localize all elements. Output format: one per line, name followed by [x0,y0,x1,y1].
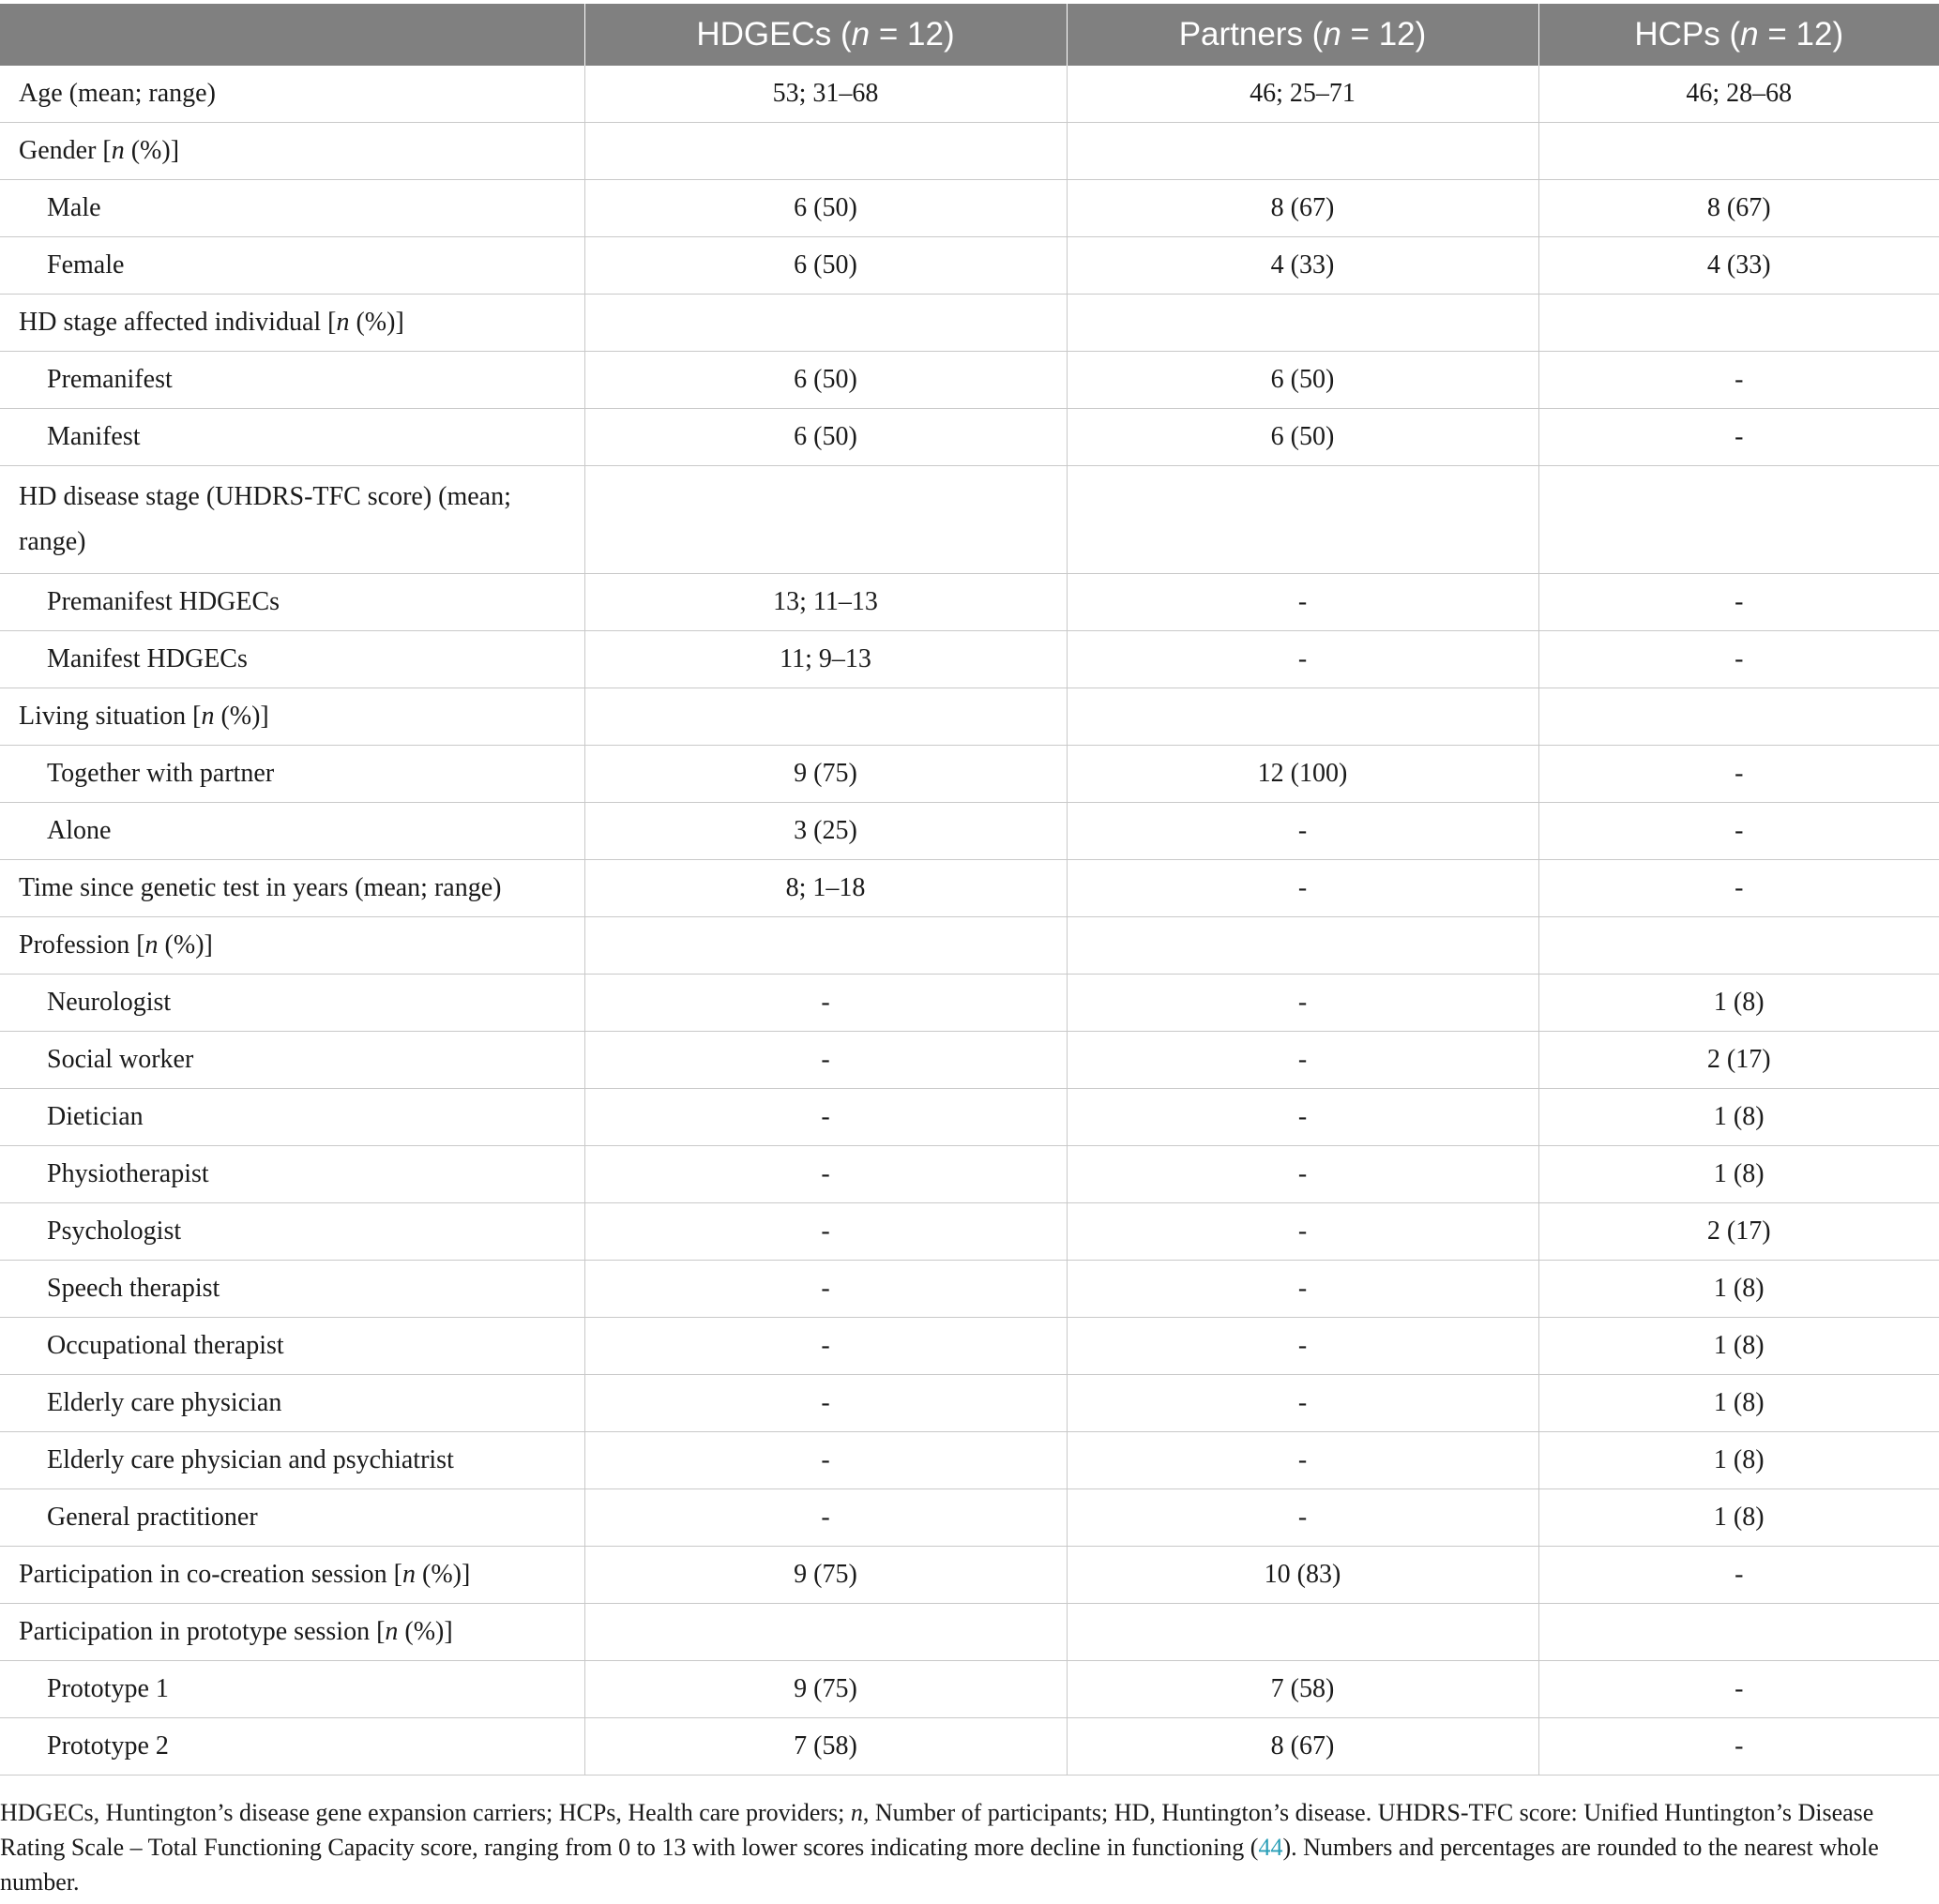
cell-hcps: - [1538,860,1939,917]
cell-partners: - [1067,803,1538,860]
cell-partners: 8 (67) [1067,180,1538,237]
cell-partners: 6 (50) [1067,352,1538,409]
cell-hdgecs: 13; 11–13 [584,574,1067,631]
cell-hcps: - [1538,574,1939,631]
table-row [0,917,1939,975]
row-label: Profession [n (%)] [0,917,584,975]
cell-hcps: 8 (67) [1538,180,1939,237]
row-label: Time since genetic test in years (mean; range) [0,860,584,917]
cell-hdgecs [584,295,1067,352]
row-label: Together with partner [0,746,584,803]
cell-partners: 4 (33) [1067,237,1538,295]
cell-hdgecs: - [584,1432,1067,1489]
cell-hcps: 2 (17) [1538,1032,1939,1089]
cell-hcps [1538,917,1939,975]
cell-partners [1067,1604,1538,1661]
cell-partners [1067,295,1538,352]
row-label: Female [0,237,584,295]
cell-hdgecs: 11; 9–13 [584,631,1067,688]
table-row [0,123,1939,180]
table-row [0,1146,1939,1203]
table-row [0,574,1939,631]
row-label: Gender [n (%)] [0,123,584,180]
cell-partners: - [1067,1089,1538,1146]
cell-partners: 12 (100) [1067,746,1538,803]
table-row [0,1718,1939,1776]
row-label: Speech therapist [0,1261,584,1318]
row-label: Occupational therapist [0,1318,584,1375]
table-row [0,1089,1939,1146]
cell-hcps: 1 (8) [1538,1432,1939,1489]
cell-hcps: 1 (8) [1538,1489,1939,1547]
cell-hdgecs: 7 (58) [584,1718,1067,1776]
cell-hdgecs: - [584,1089,1067,1146]
table-row [0,409,1939,466]
cell-partners: - [1067,1375,1538,1432]
row-label: Living situation [n (%)] [0,688,584,746]
cell-hcps: 1 (8) [1538,1261,1939,1318]
row-label: Participation in co-creation session [n (%)] [0,1547,584,1604]
table-row [0,466,1939,574]
row-label: Male [0,180,584,237]
row-label: Alone [0,803,584,860]
table-row [0,1432,1939,1489]
header-hdgecs: HDGECs (n = 12) [584,4,1067,66]
cell-hcps: - [1538,1661,1939,1718]
cell-hcps: 2 (17) [1538,1203,1939,1261]
cell-partners [1067,466,1538,574]
table-row [0,631,1939,688]
table-row [0,975,1939,1032]
cell-hdgecs: - [584,1032,1067,1089]
cell-hcps: - [1538,746,1939,803]
cell-partners: - [1067,1146,1538,1203]
cell-hdgecs: - [584,975,1067,1032]
cell-partners: - [1067,1203,1538,1261]
table-row [0,352,1939,409]
cell-partners: 10 (83) [1067,1547,1538,1604]
cell-partners [1067,917,1538,975]
table-row [0,1547,1939,1604]
table-body [0,66,1939,1776]
row-label: Prototype 1 [0,1661,584,1718]
cell-hcps: - [1538,1547,1939,1604]
cell-partners: - [1067,631,1538,688]
cell-partners: 7 (58) [1067,1661,1538,1718]
header-empty-cell [0,4,584,66]
table-header-row [0,4,1939,66]
table-row [0,1489,1939,1547]
row-label: Manifest [0,409,584,466]
row-label: General practitioner [0,1489,584,1547]
cell-hcps: 4 (33) [1538,237,1939,295]
cell-hcps: 1 (8) [1538,1146,1939,1203]
cell-hcps: 1 (8) [1538,1318,1939,1375]
cell-hdgecs: 3 (25) [584,803,1067,860]
cell-hcps [1538,123,1939,180]
cell-partners [1067,123,1538,180]
cell-hdgecs: 9 (75) [584,746,1067,803]
cell-hcps: - [1538,631,1939,688]
cell-partners: 46; 25–71 [1067,66,1538,123]
cell-partners: - [1067,1261,1538,1318]
cell-hdgecs: - [584,1318,1067,1375]
cell-hcps: - [1538,409,1939,466]
row-label: HD stage affected individual [n (%)] [0,295,584,352]
table-row [0,803,1939,860]
cell-hcps [1538,295,1939,352]
table-footnote: HDGECs, Huntington’s disease gene expansion carriers; HCPs, Health care providers; n, Number of participants; HD, Huntington’s disease. UHDRS-TFC score: Unified Huntington’s Disease Rating Scale – Total Functioning Capacity score, ranging from 0 to 13 with lower scores indicating more decline in functioning (44). Numbers and percentages are rounded to the nearest whole number. [0,1799,1879,1896]
cell-hcps: - [1538,352,1939,409]
cell-partners: - [1067,860,1538,917]
table-row [0,1318,1939,1375]
cell-hcps: 1 (8) [1538,975,1939,1032]
row-label: Social worker [0,1032,584,1089]
cell-hdgecs [584,688,1067,746]
row-label: Manifest HDGECs [0,631,584,688]
participant-characteristics-table [0,4,1939,1776]
table-row [0,1203,1939,1261]
table-row [0,1604,1939,1661]
table-row [0,1261,1939,1318]
table-row [0,1375,1939,1432]
row-label: Dietician [0,1089,584,1146]
cell-hcps: - [1538,1718,1939,1776]
row-label: Physiotherapist [0,1146,584,1203]
cell-hdgecs [584,1604,1067,1661]
table-row [0,66,1939,123]
cell-hcps [1538,1604,1939,1661]
row-label: Premanifest [0,352,584,409]
cell-hdgecs: - [584,1203,1067,1261]
cell-hcps [1538,688,1939,746]
row-label: Prototype 2 [0,1718,584,1776]
row-label: Neurologist [0,975,584,1032]
cell-hdgecs: - [584,1375,1067,1432]
reference-link[interactable]: 44 [1258,1834,1283,1861]
header-partners: Partners (n = 12) [1067,4,1538,66]
row-label: Premanifest HDGECs [0,574,584,631]
row-label: Age (mean; range) [0,66,584,123]
cell-hdgecs: 8; 1–18 [584,860,1067,917]
cell-hdgecs: 6 (50) [584,180,1067,237]
table-row [0,180,1939,237]
table-row [0,746,1939,803]
header-hcps: HCPs (n = 12) [1538,4,1939,66]
cell-hdgecs: 53; 31–68 [584,66,1067,123]
cell-hdgecs: 6 (50) [584,352,1067,409]
cell-partners: - [1067,1032,1538,1089]
cell-partners: 8 (67) [1067,1718,1538,1776]
cell-partners: - [1067,574,1538,631]
row-label: HD disease stage (UHDRS-TFC score) (mean; range) [0,466,584,574]
cell-hdgecs: 6 (50) [584,409,1067,466]
cell-hdgecs: 9 (75) [584,1661,1067,1718]
table-row [0,295,1939,352]
cell-hcps [1538,466,1939,574]
row-label: Psychologist [0,1203,584,1261]
cell-hcps: - [1538,803,1939,860]
cell-hdgecs [584,466,1067,574]
cell-partners: 6 (50) [1067,409,1538,466]
cell-hdgecs: 6 (50) [584,237,1067,295]
cell-hdgecs: - [584,1146,1067,1203]
cell-hdgecs: - [584,1489,1067,1547]
cell-partners: - [1067,1489,1538,1547]
cell-hdgecs: 9 (75) [584,1547,1067,1604]
cell-hcps: 1 (8) [1538,1089,1939,1146]
cell-partners: - [1067,1432,1538,1489]
table-row [0,1661,1939,1718]
table-row [0,688,1939,746]
cell-hdgecs: - [584,1261,1067,1318]
table-row [0,1032,1939,1089]
cell-partners [1067,688,1538,746]
cell-hcps: 46; 28–68 [1538,66,1939,123]
cell-hdgecs [584,123,1067,180]
cell-hdgecs [584,917,1067,975]
table-row [0,237,1939,295]
row-label: Elderly care physician [0,1375,584,1432]
cell-partners: - [1067,975,1538,1032]
row-label: Elderly care physician and psychiatrist [0,1432,584,1489]
cell-partners: - [1067,1318,1538,1375]
row-label: Participation in prototype session [n (%)] [0,1604,584,1661]
table-row [0,860,1939,917]
cell-hcps: 1 (8) [1538,1375,1939,1432]
